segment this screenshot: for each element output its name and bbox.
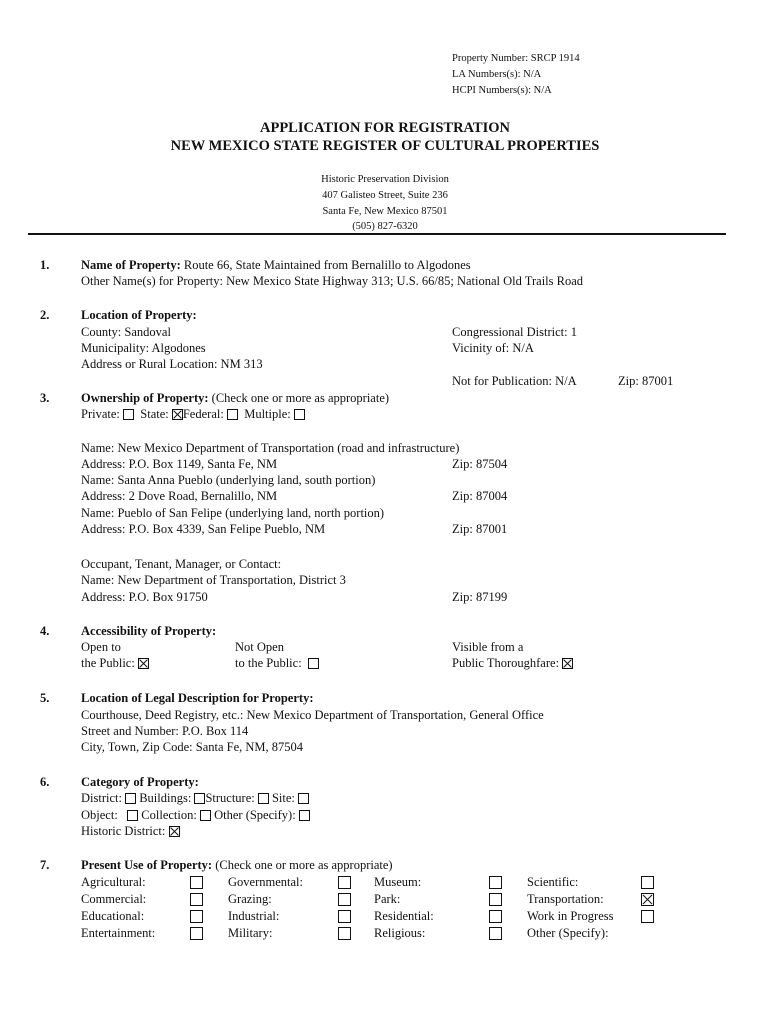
county: County: Sandoval bbox=[81, 325, 171, 339]
occupant-zip: Zip: 87199 bbox=[452, 590, 508, 604]
federal-checkbox[interactable] bbox=[227, 409, 238, 420]
use-governmental: Governmental: bbox=[228, 875, 303, 889]
office-phone: (505) 827-6320 bbox=[352, 221, 418, 232]
work-in-progress-checkbox[interactable] bbox=[641, 910, 654, 923]
buildings-checkbox[interactable] bbox=[194, 793, 205, 804]
use-scientific: Scientific: bbox=[527, 875, 579, 889]
office-street: 407 Galisteo Street, Suite 236 bbox=[322, 190, 448, 201]
use-museum: Museum: bbox=[374, 875, 422, 889]
open-public-line1: Open to bbox=[81, 640, 121, 654]
use-educational: Educational: bbox=[81, 909, 145, 923]
ownership-note: (Check one or more as appropriate) bbox=[211, 391, 390, 405]
use-grazing: Grazing: bbox=[228, 892, 272, 906]
category-label: Category of Property: bbox=[81, 775, 199, 789]
category-row-2: Object: Collection: Other (Specify): bbox=[81, 808, 310, 823]
form-subtitle: NEW MEXICO STATE REGISTER OF CULTURAL PROPERTIES bbox=[170, 138, 600, 154]
collection-checkbox[interactable] bbox=[200, 810, 211, 821]
category-row-3: Historic District: bbox=[81, 824, 180, 839]
structure-checkbox[interactable] bbox=[258, 793, 269, 804]
property-number: Property Number: SRCP 1914 bbox=[452, 53, 580, 64]
use-agricultural: Agricultural: bbox=[81, 875, 146, 889]
legal-city: City, Town, Zip Code: Santa Fe, NM, 87504 bbox=[81, 740, 304, 754]
other-category-checkbox[interactable] bbox=[299, 810, 310, 821]
accessibility-label: Accessibility of Property: bbox=[81, 624, 217, 638]
grazing-checkbox[interactable] bbox=[338, 893, 351, 906]
owner-1-name: Name: New Mexico Department of Transportation (road and infrastructure) bbox=[81, 441, 460, 455]
la-numbers: LA Numbers(s): N/A bbox=[452, 69, 542, 80]
object-checkbox[interactable] bbox=[127, 810, 138, 821]
ownership-label: Ownership of Property: bbox=[81, 391, 209, 405]
other-names: Other Name(s) for Property: New Mexico State Highway 313; U.S. 66/85; National Old Trails Road bbox=[81, 274, 584, 288]
occupant-name: Name: New Department of Transportation, District 3 bbox=[81, 573, 346, 587]
owner-2-name: Name: Santa Anna Pueblo (underlying land, south portion) bbox=[81, 473, 376, 487]
office-name: Historic Preservation Division bbox=[321, 174, 449, 185]
form-title: APPLICATION FOR REGISTRATION bbox=[259, 120, 511, 136]
present-use-line bbox=[81, 858, 393, 873]
municipality: Municipality: Algodones bbox=[81, 341, 206, 355]
governmental-checkbox[interactable] bbox=[338, 876, 351, 889]
visible-checkbox[interactable] bbox=[562, 658, 573, 669]
museum-checkbox[interactable] bbox=[489, 876, 502, 889]
ownership-options: Private: State: Federal: Multiple: bbox=[81, 407, 305, 422]
industrial-checkbox[interactable] bbox=[338, 910, 351, 923]
use-work-in-progress: Work in Progress bbox=[527, 909, 614, 923]
owner-1-zip: Zip: 87504 bbox=[452, 457, 508, 471]
not-open-checkbox[interactable] bbox=[308, 658, 319, 669]
occupant-label: Occupant, Tenant, Manager, or Contact: bbox=[81, 557, 282, 571]
section-6-number: 6. bbox=[40, 775, 50, 789]
visible-line2: Public Thoroughfare: bbox=[452, 656, 573, 671]
use-other: Other (Specify): bbox=[527, 926, 609, 940]
congressional-district: Congressional District: 1 bbox=[452, 325, 577, 339]
entertainment-checkbox[interactable] bbox=[190, 927, 203, 940]
not-open-line1: Not Open bbox=[235, 640, 284, 654]
legal-description-label: Location of Legal Description for Property: bbox=[81, 691, 314, 705]
hcpi-numbers: HCPI Numbers(s): N/A bbox=[452, 85, 552, 96]
section-4-number: 4. bbox=[40, 624, 50, 638]
owner-3-zip: Zip: 87001 bbox=[452, 522, 508, 536]
section-3-number: 3. bbox=[40, 391, 50, 405]
property-name-value: Route 66, State Maintained from Bernalillo to Algodones bbox=[183, 258, 471, 272]
location-label: Location of Property: bbox=[81, 308, 197, 322]
open-public-line2: the Public: bbox=[81, 656, 149, 671]
military-checkbox[interactable] bbox=[338, 927, 351, 940]
location-zip: Zip: 87001 bbox=[618, 374, 674, 388]
present-use-note: (Check one or more as appropriate) bbox=[215, 858, 393, 872]
multiple-checkbox[interactable] bbox=[294, 409, 305, 420]
property-name-label: Name of Property: bbox=[81, 258, 181, 272]
vicinity: Vicinity of: N/A bbox=[452, 341, 534, 355]
rural-address: Address or Rural Location: NM 313 bbox=[81, 357, 263, 371]
owner-2-zip: Zip: 87004 bbox=[452, 489, 508, 503]
commercial-checkbox[interactable] bbox=[190, 893, 203, 906]
ownership-line bbox=[81, 391, 389, 406]
residential-checkbox[interactable] bbox=[489, 910, 502, 923]
use-commercial: Commercial: bbox=[81, 892, 147, 906]
office-city: Santa Fe, New Mexico 87501 bbox=[322, 206, 448, 217]
use-transportation: Transportation: bbox=[527, 892, 604, 906]
visible-line1: Visible from a bbox=[452, 640, 524, 654]
religious-checkbox[interactable] bbox=[489, 927, 502, 940]
section-7-number: 7. bbox=[40, 858, 50, 872]
use-industrial: Industrial: bbox=[228, 909, 280, 923]
not-open-line2: to the Public: bbox=[235, 656, 319, 671]
section-2-number: 2. bbox=[40, 308, 50, 322]
legal-street: Street and Number: P.O. Box 114 bbox=[81, 724, 249, 738]
not-for-publication: Not for Publication: N/A bbox=[452, 374, 577, 388]
park-checkbox[interactable] bbox=[489, 893, 502, 906]
owner-3-name: Name: Pueblo of San Felipe (underlying land, north portion) bbox=[81, 506, 385, 520]
private-checkbox[interactable] bbox=[123, 409, 134, 420]
site-checkbox[interactable] bbox=[298, 793, 309, 804]
header-rule bbox=[28, 233, 726, 235]
occupant-address: Address: P.O. Box 91750 bbox=[81, 590, 208, 604]
section-5-number: 5. bbox=[40, 691, 50, 705]
transportation-checkbox[interactable] bbox=[641, 893, 654, 906]
historic-district-checkbox[interactable] bbox=[169, 826, 180, 837]
section-1-line bbox=[81, 258, 471, 273]
scientific-checkbox[interactable] bbox=[641, 876, 654, 889]
category-row-1: District: Buildings: Structure: Site: bbox=[81, 791, 309, 806]
owner-1-address: Address: P.O. Box 1149, Santa Fe, NM bbox=[81, 457, 278, 471]
use-park: Park: bbox=[374, 892, 401, 906]
section-1-number: 1. bbox=[40, 258, 50, 272]
use-residential: Residential: bbox=[374, 909, 434, 923]
use-military: Military: bbox=[228, 926, 273, 940]
courthouse: Courthouse, Deed Registry, etc.: New Mexico Department of Transportation, General Office bbox=[81, 708, 544, 722]
use-entertainment: Entertainment: bbox=[81, 926, 156, 940]
open-public-checkbox[interactable] bbox=[138, 658, 149, 669]
educational-checkbox[interactable] bbox=[190, 910, 203, 923]
state-checkbox[interactable] bbox=[172, 409, 183, 420]
use-religious: Religious: bbox=[374, 926, 426, 940]
present-use-label: Present Use of Property: bbox=[81, 858, 213, 872]
owner-2-address: Address: 2 Dove Road, Bernalillo, NM bbox=[81, 489, 278, 503]
owner-3-address: Address: P.O. Box 4339, San Felipe Pueblo, NM bbox=[81, 522, 326, 536]
district-checkbox[interactable] bbox=[125, 793, 136, 804]
agricultural-checkbox[interactable] bbox=[190, 876, 203, 889]
